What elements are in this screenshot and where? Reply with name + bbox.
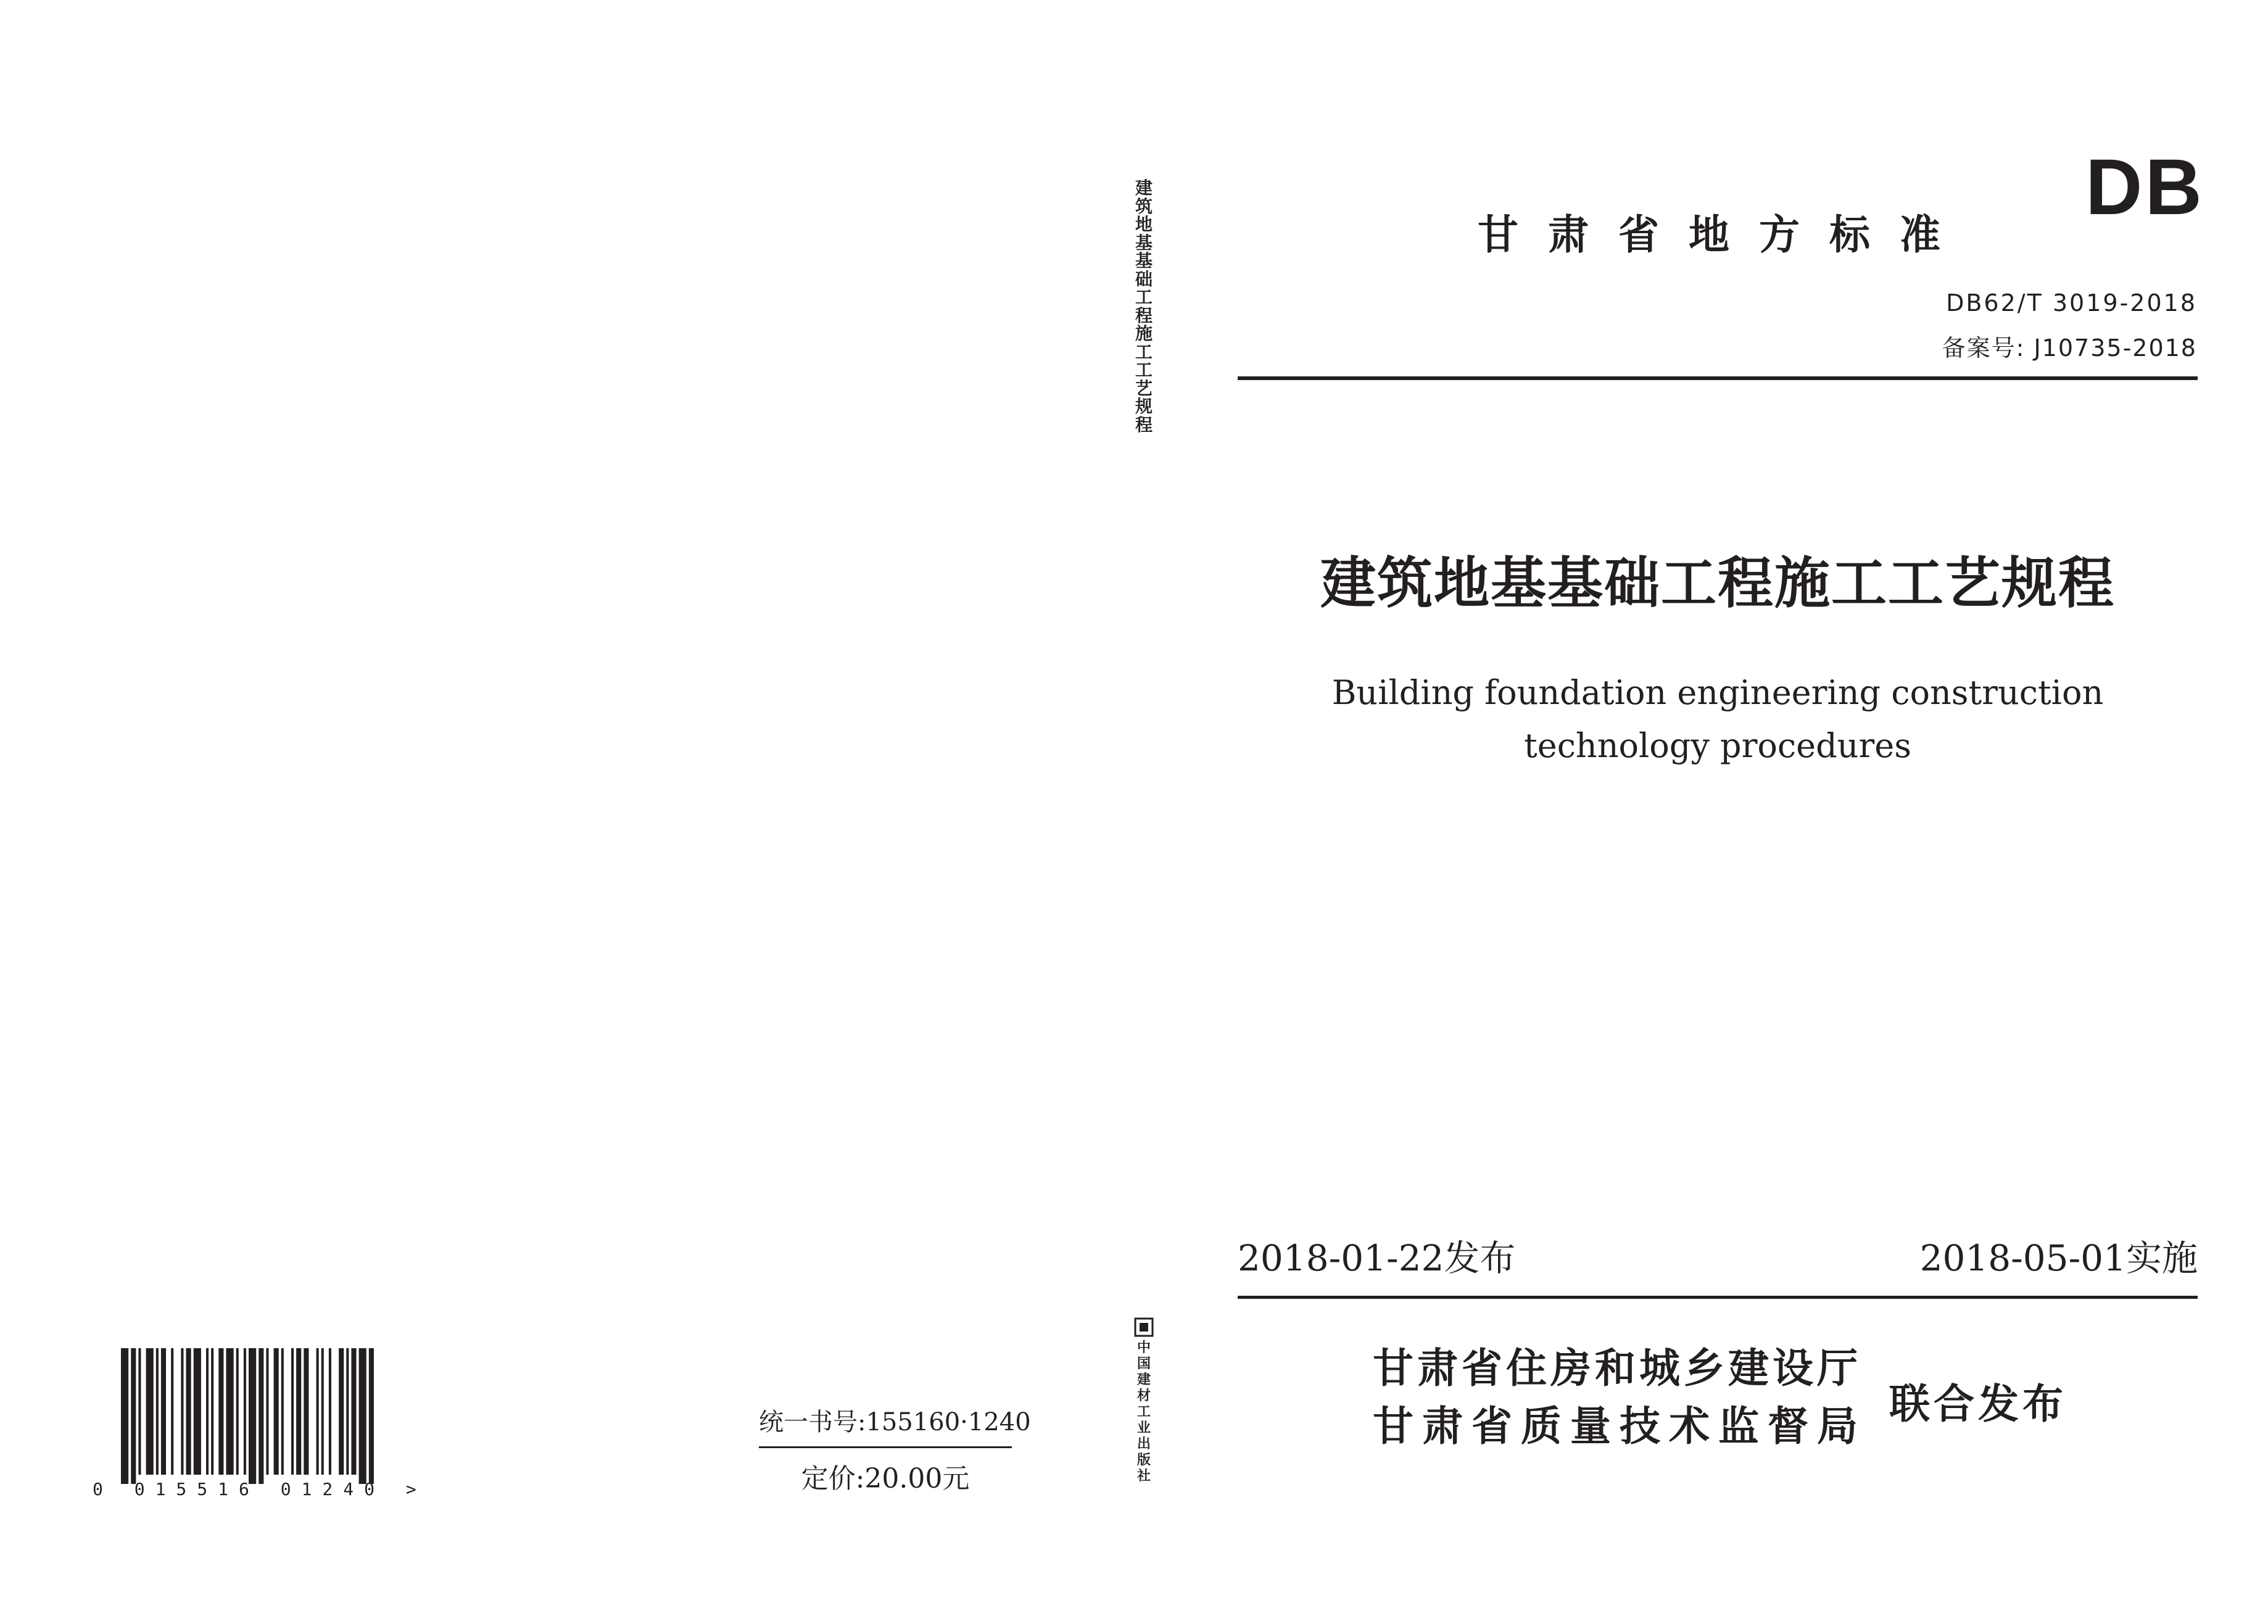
barcode-bar: [329, 1348, 331, 1475]
issuer-list: [1373, 1344, 1866, 1450]
barcode-bar: [138, 1348, 141, 1475]
barcode-bar: [321, 1348, 324, 1475]
standard-number: DB62/T 3019-2018: [1946, 289, 2197, 317]
price: 定价:20.00元: [801, 1463, 970, 1494]
title-chinese: 建筑地基基础工程施工工艺规程: [1320, 550, 2115, 616]
standard-type: 甘肃省地方标准: [1478, 211, 1970, 259]
barcode-bar: [274, 1348, 279, 1475]
footer-divider: [1238, 1296, 2198, 1299]
barcode-bar: [131, 1348, 136, 1484]
issuer-housing-dept: 甘肃省住房和城乡建设厅: [1373, 1344, 1861, 1392]
record-number: 备案号: J10735-2018: [1942, 334, 2197, 362]
barcode-bar: [304, 1348, 308, 1475]
barcode-bar: [218, 1348, 223, 1475]
barcode-bar: [236, 1348, 239, 1475]
barcode-bar: [346, 1348, 349, 1475]
joint-issue-label: 联合发布: [1889, 1380, 2067, 1428]
title-english: Building foundation engineering construction technology procedures: [1331, 673, 2104, 765]
barcode: [121, 1348, 376, 1484]
barcode-bar: [317, 1348, 319, 1475]
effective-date: 2018-05-01实施: [1919, 1237, 2198, 1279]
db-mark: DB: [2085, 143, 2204, 231]
barcode-bar: [359, 1348, 366, 1484]
barcode-bar: [181, 1348, 183, 1475]
barcode-bar: [266, 1348, 268, 1475]
barcode-bar: [249, 1348, 256, 1484]
issue-date: 2018-01-22发布: [1238, 1237, 1516, 1279]
barcode-bar: [296, 1348, 301, 1475]
issuer-quality-bureau: 甘肃省质量技术监督局: [1373, 1402, 1866, 1450]
barcode-bar: [226, 1348, 233, 1475]
barcode-bar: [186, 1348, 191, 1475]
barcode-bar: [351, 1348, 356, 1475]
barcode-bar: [161, 1348, 166, 1475]
publisher-logo-icon: [1134, 1317, 1154, 1337]
spine-publisher-name: 中国建材工业出版社: [1136, 1340, 1151, 1484]
barcode-bar: [281, 1348, 284, 1475]
book-number: 统一书号:155160·1240: [759, 1408, 1031, 1436]
spine-publisher: [1134, 1317, 1154, 1484]
header-divider: [1238, 376, 2198, 380]
barcode-bar: [194, 1348, 201, 1475]
barcode-bar: [146, 1348, 154, 1475]
barcode-bar: [121, 1348, 128, 1484]
barcode-digits: 0 015516 01240 >: [93, 1479, 427, 1499]
barcode-bar: [291, 1348, 294, 1475]
barcode-bar: [171, 1348, 173, 1475]
barcode-bar: [259, 1348, 263, 1484]
barcode-bar: [211, 1348, 213, 1475]
price-divider: [759, 1446, 1012, 1448]
barcode-bar: [156, 1348, 159, 1475]
barcode-bar: [206, 1348, 209, 1475]
spine-title: 建筑地基基础工程施工工艺规程: [1135, 178, 1153, 435]
barcode-bar: [339, 1348, 344, 1475]
barcode-bar: [244, 1348, 246, 1475]
barcode-bar: [369, 1348, 374, 1484]
